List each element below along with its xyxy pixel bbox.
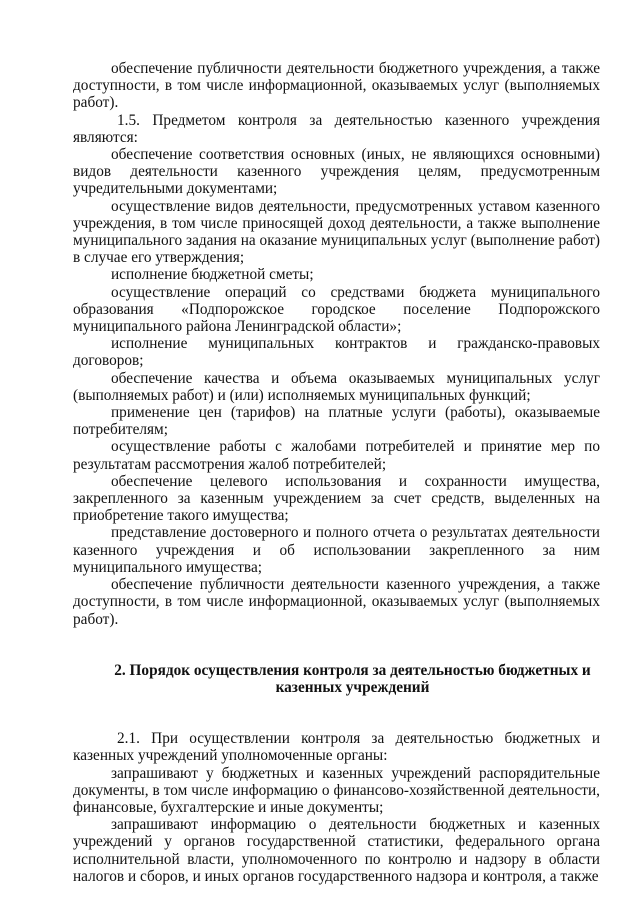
document-page bbox=[73, 60, 600, 885]
paragraph: 2.1. При осуществлении контроля за деятельностью бюджетных и казенных учреждений уполномоченные органы: bbox=[73, 730, 600, 765]
paragraph: исполнение муниципальных контрактов и гражданско-правовых договоров; bbox=[73, 335, 600, 370]
paragraph: обеспечение целевого использования и сохранности имущества, закрепленного за казенным учреждением за счет средств, выделенных на приобретение такого имущества; bbox=[73, 472, 600, 525]
paragraph: осуществление видов деятельности, предусмотренных уставом казенного учреждения, в том числе приносящей доход деятельности, а также выполнение муниципального задания на оказание муниципальных услуг (выполнение работ) в случае его утверждения; bbox=[73, 197, 600, 267]
paragraph: запрашивают информацию о деятельности бюджетных и казенных учреждений у органов государственной статистики, федерального органа исполнительной власти, уполномоченного по контролю и надзору в области налогов и сборов, и иных органов государственного надзора и контроля, а также bbox=[73, 816, 600, 885]
paragraph: осуществление работы с жалобами потребителей и принятие мер по результатам рассмотрения жалоб потребителей; bbox=[73, 438, 600, 473]
paragraph: применение цен (тарифов) на платные услуги (работы), оказываемые потребителям; bbox=[73, 404, 600, 439]
section-heading bbox=[73, 662, 600, 696]
paragraph: обеспечение соответствия основных (иных, не являющихся основными) видов деятельности казенного учреждения целям, предусмотренным учредительными документами; bbox=[73, 146, 600, 198]
paragraph: запрашивают у бюджетных и казенных учреждений распорядительные документы, в том числе информацию о финансово-хозяйственной деятельности, финансовые, бухгалтерские и иные документы; bbox=[73, 764, 600, 816]
paragraph: обеспечение публичности деятельности бюджетного учреждения, а также доступности, в том числе информационной, оказываемых услуг (выполняемых работ). bbox=[73, 60, 600, 112]
paragraph: представление достоверного и полного отчета о результатах деятельности казенного учреждения и об использовании закрепленного за ним муниципального имущества; bbox=[73, 524, 600, 576]
section-heading-line: 2. Порядок осуществления контроля за деятельностью бюджетных и bbox=[114, 661, 591, 679]
paragraph: обеспечение публичности деятельности казенного учреждения, а также доступности, в том числе информационной, оказываемых услуг (выполняемых работ). bbox=[73, 576, 600, 628]
section-heading-line: казенных учреждений bbox=[275, 678, 430, 696]
paragraph: 1.5. Предметом контроля за деятельностью казенного учреждения являются: bbox=[73, 111, 600, 146]
paragraph: осуществление операций со средствами бюджета муниципального образования «Подпорожское городское поселение Подпорожского муниципального района Ленинградской области»; bbox=[73, 283, 600, 336]
paragraph: исполнение бюджетной сметы; bbox=[111, 266, 314, 284]
paragraph: обеспечение качества и объема оказываемых муниципальных услуг (выполняемых работ) и (или) исполняемых муниципальных функций; bbox=[73, 369, 600, 404]
